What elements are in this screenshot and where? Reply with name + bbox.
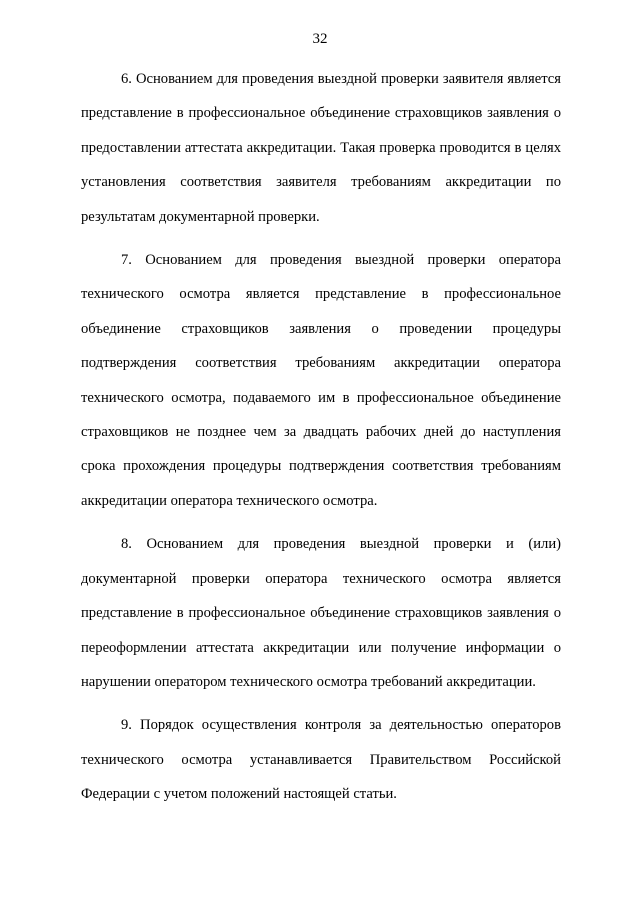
document-body <box>81 62 561 821</box>
paragraph-8: 8. Основанием для проведения выездной проверки и (или) документарной проверки оператора технического осмотра является представление в профессиональное объединение страховщиков заявления о переоформлении аттестата аккредитации или получение информации о нарушении оператором технического осмотра требований аккредитации. <box>81 536 561 690</box>
page-number: 32 <box>312 31 328 47</box>
paragraph-7: 7. Основанием для проведения выездной проверки оператора технического осмотра является представление в профессиональное объединение страховщиков заявления о проведении процедуры подтверждения соответствия требованиям аккредитации оператора технического осмотра, подаваемого им в профессиональное объединение страховщиков не позднее чем за двадцать рабочих дней до наступления срока прохождения процедуры подтверждения соответствия требованиям аккредитации оператора технического осмотра. <box>81 252 561 509</box>
paragraph-9: 9. Порядок осуществления контроля за деятельностью операторов технического осмотра устанавливается Правительством Российской Федерации с учетом положений настоящей статьи. <box>81 717 561 803</box>
paragraph-6: 6. Основанием для проведения выездной проверки заявителя является представление в профессиональное объединение страховщиков заявления о предоставлении аттестата аккредитации. Такая проверка проводится в целях установления соответствия заявителя требованиям аккредитации по результатам документарной проверки. <box>81 71 561 225</box>
